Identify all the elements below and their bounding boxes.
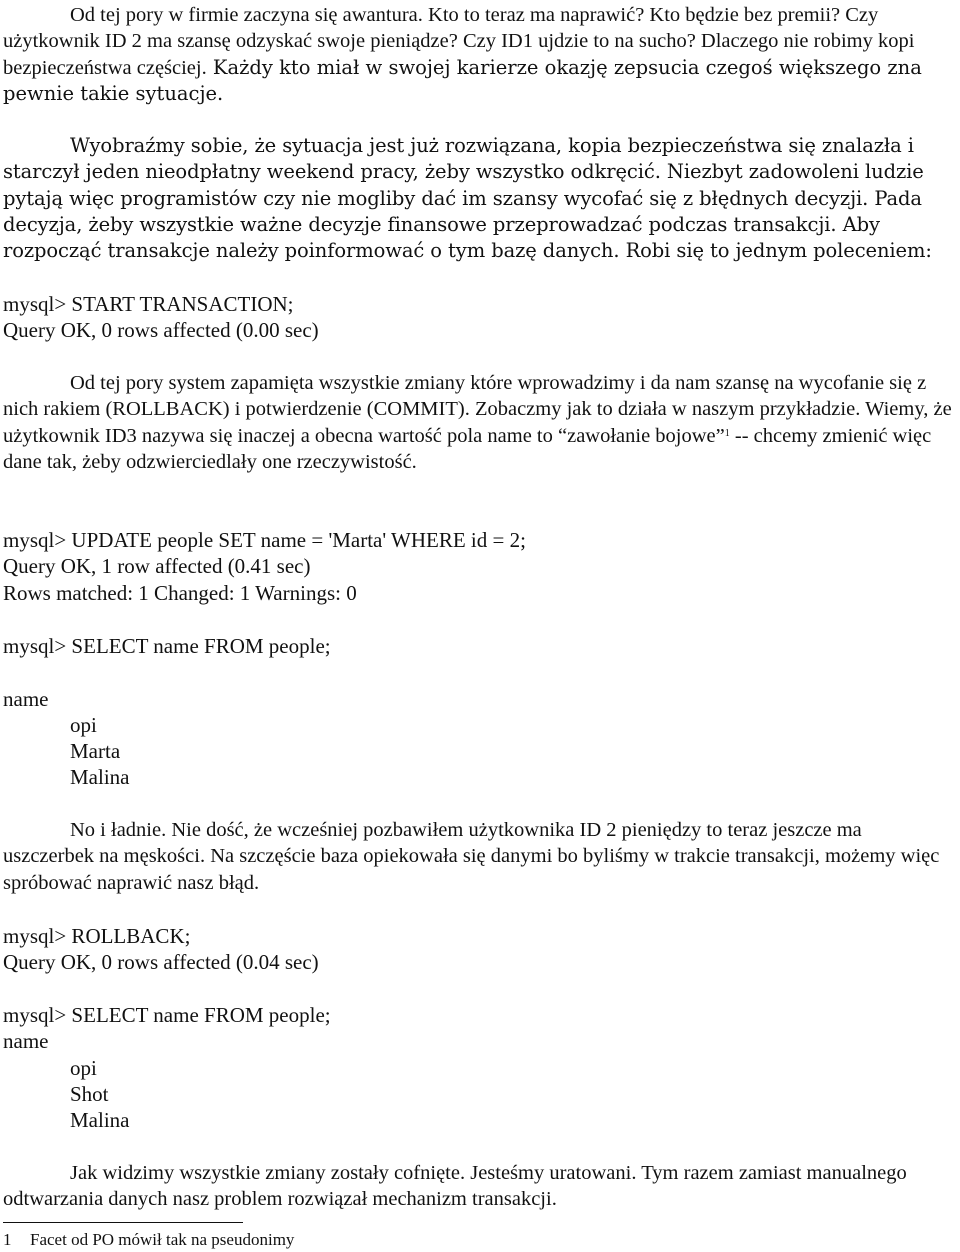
footnote-reference: 1 (724, 427, 730, 439)
result-header: name (3, 1029, 49, 1054)
result-row: opi (70, 712, 97, 737)
paragraph-3 (3, 370, 955, 475)
footnote-number: 1 (3, 1230, 12, 1249)
paragraph-2-part-b: Niezbyt zadowoleni ludzie pytają więc programistów czy nie mogliby dać im szansy wycofać się z błędnych decyzji. Pada decyzja, żeby wszystkie ważne decyzje finansowe przeprowadzać podczas transakcji. Aby rozpocząć transakcje należy poinformować o tym bazę danych. Robi się to jednym poleceniem: (3, 160, 932, 263)
footnote (3, 1229, 294, 1251)
code-block-start-transaction (3, 291, 319, 344)
paragraph-3-part-b: -- chcemy zmienić więc dane tak, żeby odzwierciedlały one rzeczywistość. (3, 424, 932, 473)
paragraph-5 (3, 1160, 955, 1213)
paragraph-4-text: No i ładnie. Nie dość, że wcześniej pozbawiłem użytkownika ID 2 pieniędzy to teraz jeszcze ma uszczerbek na męskości. Na szczęście baza opiekowała się danymi bo byliśmy w trakcie transakcji, możemy więc spróbować naprawić nasz błąd. (3, 819, 940, 894)
paragraph-2 (3, 133, 955, 264)
code-line: mysql> SELECT name FROM people; (3, 1003, 331, 1027)
code-line: Rows matched: 1 Changed: 1 Warnings: 0 (3, 580, 357, 605)
paragraph-1-part-b: Każdy kto miał w swojej karierze okazję zepsucia czegoś większego zna pewnie takie sytuacje. (3, 55, 922, 105)
code-block-rollback (3, 923, 319, 976)
paragraph-1-part-a: Od tej pory w firmie zaczyna się awantura. Kto to teraz ma naprawić? Kto będzie bez premii? Czy użytkownik ID 2 ma szansę odzyskać swoje pieniądze? Czy ID1 ujdzie to na sucho? Dlaczego nie robimy kopi bezpieczeństwa częściej. (3, 4, 915, 79)
footnote-divider (3, 1222, 243, 1223)
code-line: mysql> SELECT name FROM people; (3, 634, 331, 658)
code-line: mysql> START TRANSACTION; (3, 292, 294, 316)
paragraph-4 (3, 817, 955, 896)
code-line: Query OK, 1 row affected (0.41 sec) (3, 554, 311, 579)
code-block-select-1 (3, 633, 331, 791)
code-line: mysql> ROLLBACK; (3, 924, 191, 948)
code-block-select-2 (3, 1002, 331, 1133)
code-block-update (3, 527, 526, 606)
code-line: Query OK, 0 rows affected (0.04 sec) (3, 950, 319, 975)
paragraph-3-part-a: Od tej pory system zapamięta wszystkie zmiany które wprowadzimy i da nam szansę na wycofanie się z nich rakiem (ROLLBACK) i potwierdzenie (COMMIT). Zobaczmy jak to działa w naszym przykładzie. Wiemy, że użytkownik ID3 nazywa się inaczej a obecna wartość pola name to “zawołanie bojowe” (3, 372, 952, 447)
result-row: Malina (70, 1108, 130, 1133)
result-header: name (3, 686, 49, 711)
code-line: Query OK, 0 rows affected (0.00 sec) (3, 318, 319, 343)
result-row: opi (70, 1055, 97, 1080)
result-row: Shot (70, 1081, 109, 1106)
footnote-text: Facet od PO mówił tak na pseudonimy (30, 1230, 295, 1249)
result-row: Malina (70, 765, 130, 790)
code-line: mysql> UPDATE people SET name = 'Marta' WHERE id = 2; (3, 528, 526, 552)
paragraph-5-text: Jak widzimy wszystkie zmiany zostały cofnięte. Jesteśmy uratowani. Tym razem zamiast manualnego odtwarzania danych nasz problem rozwiązał mechanizm transakcji. (3, 1162, 907, 1211)
paragraph-2-part-a: Wyobraźmy sobie, że sytuacja jest już rozwiązana, kopia bezpieczeństwa się znalazła i starczył jeden nieodpłatny weekend pracy, żeby wszystko odkręcić. (3, 134, 914, 184)
paragraph-1 (3, 2, 955, 107)
result-row: Marta (70, 739, 121, 764)
